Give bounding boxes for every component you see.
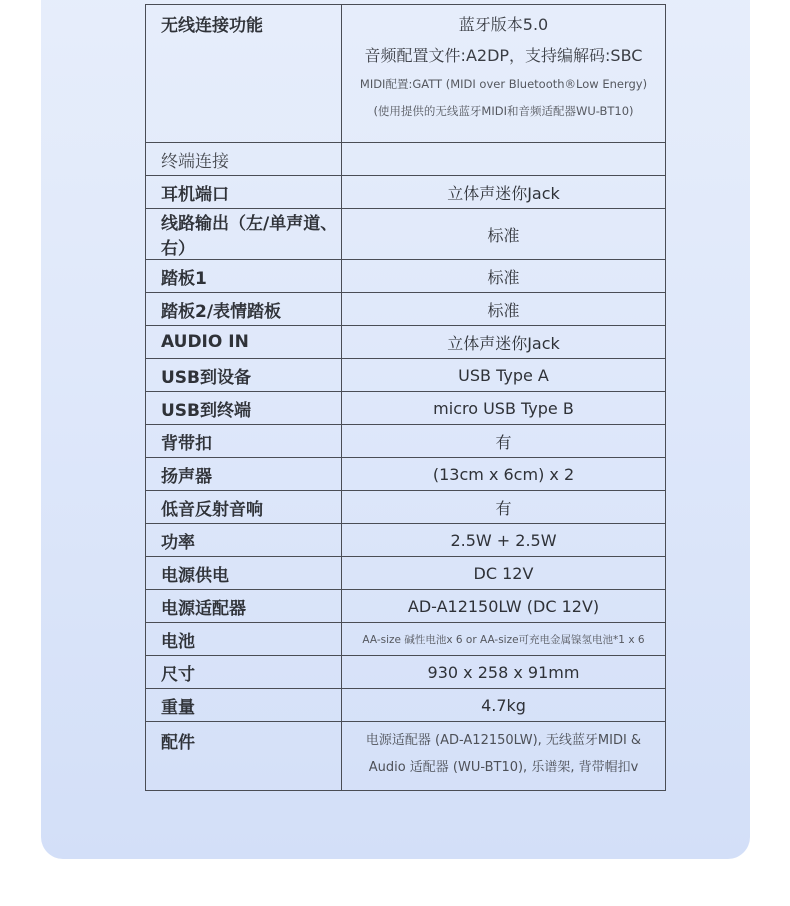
spec-label: 终端连接 xyxy=(146,143,342,176)
spec-value: 标准 xyxy=(342,293,666,326)
spec-label: 扬声器 xyxy=(146,458,342,491)
spec-label: 踏板2/表情踏板 xyxy=(146,293,342,326)
spec-value xyxy=(342,722,666,791)
spec-value-line: 电源适配器 (AD-A12150LW), 无线蓝牙MIDI & xyxy=(365,733,642,748)
spec-label: 配件 xyxy=(146,722,342,791)
spec-label: 线路输出（左/单声道、右） xyxy=(146,209,342,260)
spec-value-line: 蓝牙版本5.0 xyxy=(458,15,549,34)
spec-label: USB到设备 xyxy=(146,359,342,392)
spec-value-line: Audio 适配器 (WU-BT10), 乐谱架, 背带帽扣v xyxy=(368,760,639,775)
spec-value-line: MIDI配置:GATT (MIDI over Bluetooth®Low Energy) xyxy=(359,77,648,91)
spec-value xyxy=(342,5,666,143)
spec-value: 2.5W + 2.5W xyxy=(342,524,666,557)
spec-value-line: 音频配置文件:A2DP，支持编解码:SBC xyxy=(364,46,643,65)
table-row xyxy=(146,143,666,176)
table-row xyxy=(146,209,666,260)
spec-value: DC 12V xyxy=(342,557,666,590)
spec-label: 低音反射音响 xyxy=(146,491,342,524)
spec-value: (13cm x 6cm) x 2 xyxy=(342,458,666,491)
spec-label: 电源适配器 xyxy=(146,590,342,623)
table-row xyxy=(146,260,666,293)
table-row xyxy=(146,326,666,359)
table-row xyxy=(146,293,666,326)
table-row xyxy=(146,689,666,722)
spec-value: 有 xyxy=(342,491,666,524)
spec-value: AD-A12150LW (DC 12V) xyxy=(342,590,666,623)
spec-label: 重量 xyxy=(146,689,342,722)
table-row xyxy=(146,491,666,524)
spec-value: AA-size 碱性电池x 6 or AA-size可充电金属镍氢电池*1 x 6 xyxy=(342,623,666,656)
table-row xyxy=(146,656,666,689)
spec-value: 标准 xyxy=(342,209,666,260)
spec-label: 尺寸 xyxy=(146,656,342,689)
spec-value xyxy=(342,143,666,176)
spec-value: 4.7kg xyxy=(342,689,666,722)
spec-value: 立体声迷你Jack xyxy=(342,176,666,209)
spec-value-line: (使用提供的无线蓝牙MIDI和音频适配器WU-BT10) xyxy=(373,104,634,118)
table-row xyxy=(146,425,666,458)
spec-label: 无线连接功能 xyxy=(146,5,342,143)
table-row xyxy=(146,590,666,623)
spec-label: AUDIO IN xyxy=(146,326,342,359)
table-row xyxy=(146,722,666,791)
spec-value: 有 xyxy=(342,425,666,458)
table-row xyxy=(146,359,666,392)
spec-value: 标准 xyxy=(342,260,666,293)
table-row xyxy=(146,524,666,557)
spec-value: micro USB Type B xyxy=(342,392,666,425)
table-row xyxy=(146,458,666,491)
spec-label: 踏板1 xyxy=(146,260,342,293)
table-row xyxy=(146,176,666,209)
spec-value: USB Type A xyxy=(342,359,666,392)
spec-label: 耳机端口 xyxy=(146,176,342,209)
spec-label: 功率 xyxy=(146,524,342,557)
table-row xyxy=(146,557,666,590)
table-row xyxy=(146,5,666,143)
spec-label: USB到终端 xyxy=(146,392,342,425)
table-row xyxy=(146,392,666,425)
spec-label: 背带扣 xyxy=(146,425,342,458)
spec-table xyxy=(145,4,666,791)
spec-label: 电源供电 xyxy=(146,557,342,590)
spec-value: 立体声迷你Jack xyxy=(342,326,666,359)
spec-value: 930 x 258 x 91mm xyxy=(342,656,666,689)
table-row xyxy=(146,623,666,656)
spec-label: 电池 xyxy=(146,623,342,656)
